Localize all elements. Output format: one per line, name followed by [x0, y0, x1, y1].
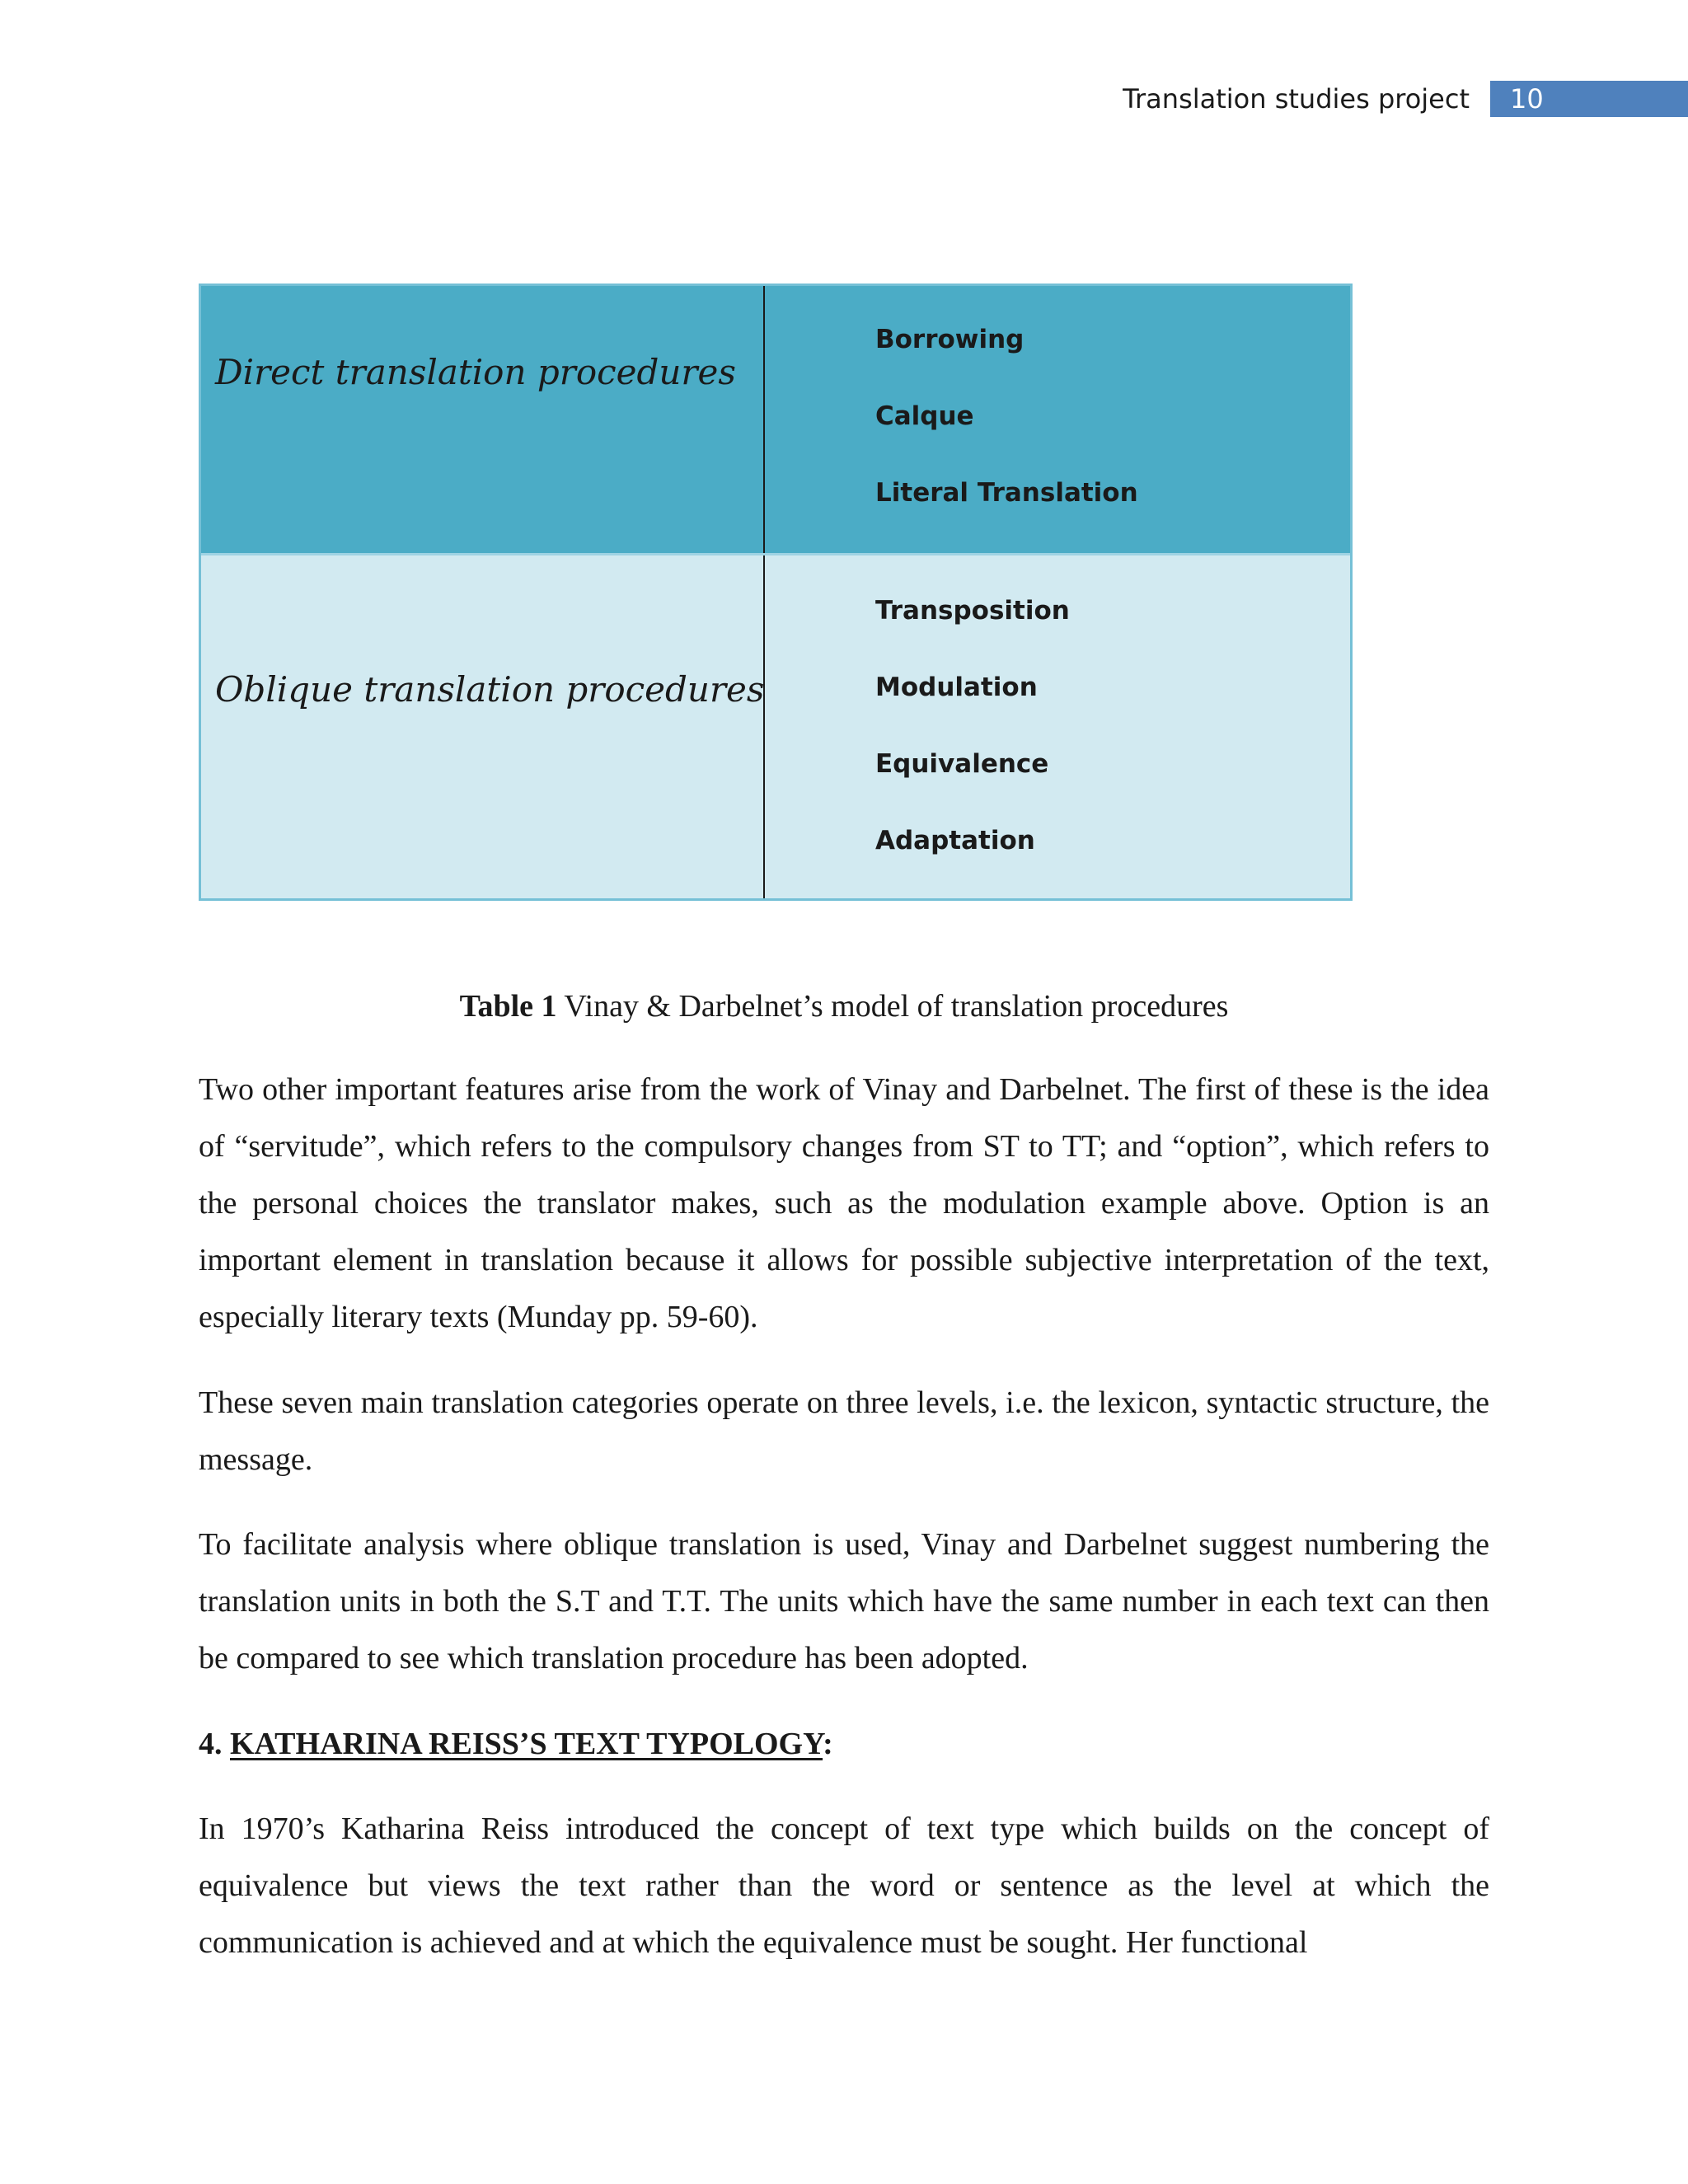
section-number: 4. — [199, 1727, 230, 1761]
list-item: Calque — [875, 401, 974, 431]
body-paragraph: Two other important features arise from the work of Vinay and Darbelnet. The first of these is the idea of “servitude”, which refers to the compulsory changes from ST to TT; and “option”, which refers to the personal choices the translator makes, such as the modulation example above. Option is an important element in translation because it allows for possible subjective interpretation of the text, especially literary texts (Munday pp. 59-60). — [199, 1072, 1489, 1334]
list-item: Equivalence — [875, 749, 1049, 779]
list-item: Modulation — [875, 673, 1038, 702]
table-cell-category — [201, 555, 765, 898]
table-cell-procedures — [765, 286, 1350, 553]
category-label: Oblique translation procedures — [215, 669, 765, 710]
body-paragraph: To facilitate analysis where oblique translation is used, Vinay and Darbelnet suggest numbering the translation units in both the S.T and T.T. The units which have the same number in each text can then be compared to see which translation procedure has been adopted. — [199, 1527, 1489, 1675]
section-suffix: : — [823, 1727, 833, 1761]
section-title: KATHARINA REISS’S TEXT TYPOLOGY — [230, 1727, 823, 1761]
translation-procedures-table — [199, 284, 1353, 901]
list-item: Literal Translation — [875, 478, 1138, 508]
table-caption — [199, 984, 1489, 1029]
procedure-list — [875, 594, 1070, 901]
table-cell-procedures — [765, 555, 1350, 898]
caption-label: Table 1 — [459, 989, 557, 1024]
body-paragraph: These seven main translation categories operate on three levels, i.e. the lexicon, syntactic structure, the message. — [199, 1385, 1489, 1477]
caption-text: Vinay & Darbelnet’s model of translation procedures — [556, 989, 1229, 1024]
category-label: Direct translation procedures — [215, 352, 736, 392]
procedure-list — [875, 323, 1138, 553]
list-item: Adaptation — [875, 826, 1035, 855]
running-header-title: Translation studies project — [1123, 83, 1470, 115]
list-item: Borrowing — [875, 325, 1025, 354]
section-heading — [199, 1716, 833, 1773]
list-item: Transposition — [875, 596, 1070, 626]
page-number-badge: 10 — [1490, 81, 1688, 117]
body-paragraph: In 1970’s Katharina Reiss introduced the concept of text type which builds on the concept of equivalence but views the text rather than the word or sentence as the level at which the communication is achieved and at which the equivalence must be sought. Her functional — [199, 1811, 1489, 1960]
table-row-oblique — [201, 555, 1350, 898]
table-row-direct — [201, 286, 1350, 555]
table-cell-category — [201, 286, 765, 553]
